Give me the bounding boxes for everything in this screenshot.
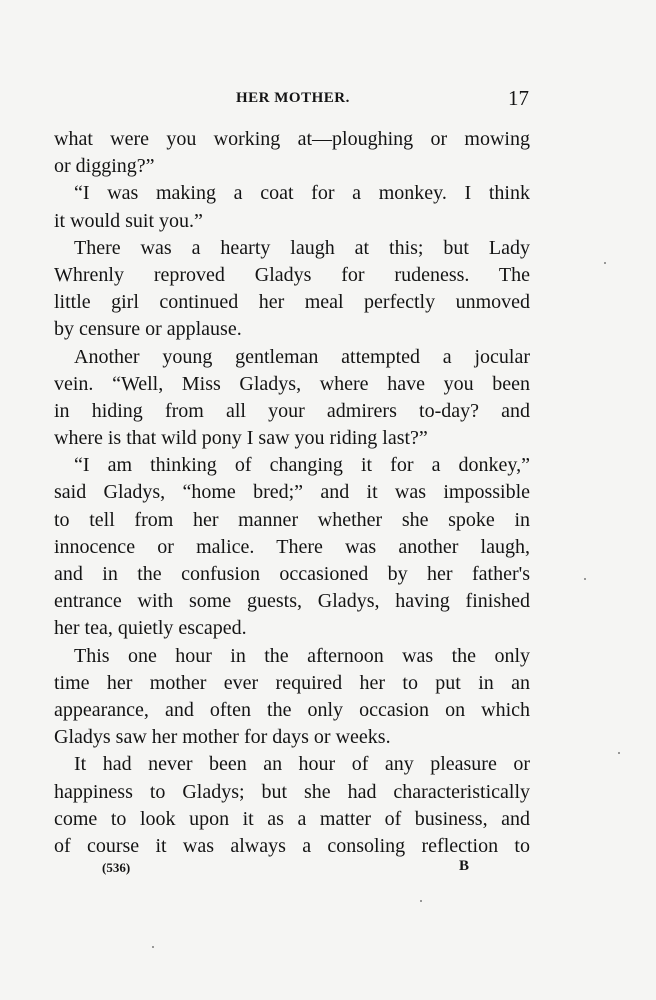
paper-speck: [420, 900, 422, 902]
text-line: It had never been an hour of any pleasure or: [74, 753, 530, 776]
text-line: or digging?”: [54, 155, 155, 178]
text-line: “I was making a coat for a monkey. I think: [74, 182, 530, 205]
text-line: little girl continued her meal perfectly unmoved: [54, 291, 530, 314]
text-line: come to look upon it as a matter of business, and: [54, 807, 530, 830]
paper-speck: [604, 262, 606, 264]
paper-speck: [618, 752, 620, 754]
text-line: it would suit you.”: [54, 209, 203, 232]
text-line: innocence or malice. There was another laugh,: [54, 535, 530, 558]
text-line: vein. “Well, Miss Gladys, where have you been: [54, 372, 530, 395]
text-line: Another young gentleman attempted a jocular: [74, 345, 530, 368]
running-head: [0, 86, 656, 116]
text-line: Gladys saw her mother for days or weeks.: [54, 726, 391, 749]
text-line: “I am thinking of changing it for a donkey,”: [74, 454, 530, 477]
page-number: 17: [508, 86, 529, 110]
text-line: said Gladys, “home bred;” and it was impossible: [54, 481, 530, 504]
text-line: to tell from her manner whether she spoke in: [54, 508, 530, 531]
text-line: appearance, and often the only occasion on which: [54, 698, 530, 721]
text-line: time her mother ever required her to put in an: [54, 671, 530, 694]
text-line: her tea, quietly escaped.: [54, 617, 247, 640]
body-text: [54, 126, 530, 860]
text-line: what were you working at—ploughing or mowing: [54, 128, 530, 150]
text-line: of course it was always a consoling reflection to: [54, 834, 530, 857]
text-line: entrance with some guests, Gladys, having finished: [54, 590, 530, 613]
text-line: happiness to Gladys; but she had characteristically: [54, 780, 530, 803]
text-line: by censure or applause.: [54, 318, 242, 341]
running-title: HER MOTHER.: [236, 90, 350, 106]
paper-speck: [584, 578, 586, 580]
gathering-letter: B: [459, 858, 470, 874]
text-line: and in the confusion occasioned by her father's: [54, 563, 530, 585]
text-line: in hiding from all your admirers to-day? and: [54, 399, 530, 422]
text-line: Whrenly reproved Gladys for rudeness. The: [54, 263, 530, 286]
paper-speck: [152, 946, 154, 948]
text-line: There was a hearty laugh at this; but Lady: [74, 236, 530, 259]
page-footer: [0, 860, 656, 884]
text-line: This one hour in the afternoon was the only: [74, 644, 530, 667]
signature-mark: (536): [102, 860, 131, 875]
text-line: where is that wild pony I saw you riding last?”: [54, 427, 428, 450]
